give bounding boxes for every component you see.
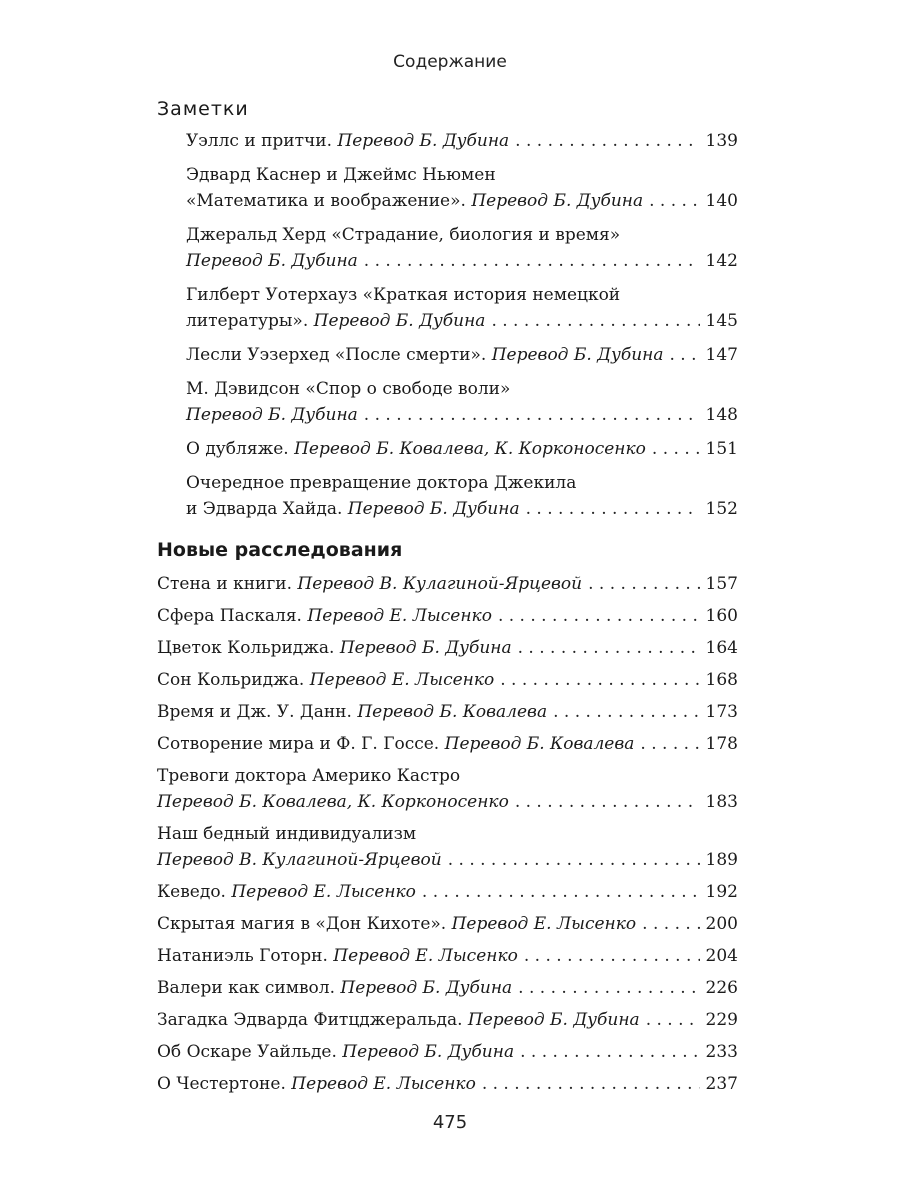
toc-entry [186, 470, 738, 522]
entry-line [186, 308, 738, 334]
entry-page-number: 142 [705, 251, 738, 271]
entry-title: Сон Кольриджа. [157, 670, 310, 690]
entry-title: О Честертоне. [157, 1074, 292, 1094]
entry-page-number: 151 [705, 439, 738, 459]
running-head: Содержание [393, 52, 507, 72]
entry-title: Время и Дж. У. Данн. [157, 702, 358, 722]
entry-line [157, 667, 738, 693]
entry-text [157, 731, 634, 757]
entry-line [157, 731, 738, 757]
entry-text [157, 635, 512, 661]
entry-line [157, 571, 738, 597]
entry-page-number: 145 [705, 311, 738, 331]
entry-text [157, 879, 416, 905]
entry-title: Об Оскаре Уайльде. [157, 1042, 343, 1062]
entry-title: Натаниэль Готорн. [157, 946, 334, 966]
entry-title: Уэллс и притчи. [186, 131, 338, 151]
entry-title: О дубляже. [186, 439, 295, 459]
toc-entry [157, 1071, 738, 1097]
entry-line [157, 699, 738, 725]
entry-translator: Перевод Б. Дубина [467, 1010, 640, 1030]
entry-line [157, 789, 738, 815]
entry-translator: Перевод Б. Дубина [471, 191, 644, 211]
toc-entry [157, 603, 738, 629]
toc-entry [157, 821, 738, 873]
entry-line [157, 879, 738, 905]
entry-line [157, 847, 738, 873]
entry-line [186, 436, 738, 462]
entry-line [186, 188, 738, 214]
entry-page-number: 173 [705, 702, 738, 722]
leader-dots [515, 789, 700, 815]
entry-translator: Перевод Б. Дубина [347, 499, 520, 519]
section-title: Заметки [157, 98, 249, 120]
entry-translator: Перевод Е. Лысенко [333, 946, 518, 966]
toc-entry [157, 699, 738, 725]
entry-translator: Перевод Б. Ковалева, К. Корконосенко [294, 439, 646, 459]
entry-translator: Перевод Б. Дубина [337, 131, 510, 151]
leader-dots [448, 847, 700, 873]
entry-translator: Перевод Б. Ковалева [444, 734, 635, 754]
entry-line [157, 1007, 738, 1033]
entry-text [157, 847, 442, 873]
entry-translator: Перевод Б. Дубина [491, 345, 664, 365]
entry-text [186, 342, 664, 368]
toc-entry [157, 943, 738, 969]
entry-title: и Эдварда Хайда. [186, 499, 348, 519]
entry-page-number: 237 [705, 1074, 738, 1094]
entry-line [186, 128, 738, 154]
toc-entry [157, 763, 738, 815]
leader-dots [364, 402, 700, 428]
entry-title: Валери как символ. [157, 978, 341, 998]
leader-dots [491, 308, 699, 334]
entry-page-number: 147 [705, 345, 738, 365]
entry-line [157, 635, 738, 661]
entry-text [186, 402, 358, 428]
toc-entry [186, 222, 738, 274]
entry-text [157, 975, 512, 1001]
entry-translator: Перевод Б. Дубина [313, 311, 486, 331]
leader-dots [652, 436, 700, 462]
leader-dots [498, 603, 700, 629]
entry-page-number: 152 [705, 499, 738, 519]
section-notes [157, 98, 738, 530]
entry-line [186, 248, 738, 274]
entry-page-number: 192 [705, 882, 738, 902]
leader-dots [482, 1071, 700, 1097]
leader-dots [364, 248, 700, 274]
toc-entry [157, 1007, 738, 1033]
entry-line [186, 402, 738, 428]
entry-text [186, 128, 509, 154]
leader-dots [649, 188, 699, 214]
entry-page-number: 233 [705, 1042, 738, 1062]
leader-dots [500, 667, 699, 693]
entry-line [157, 1071, 738, 1097]
entry-page-number: 229 [705, 1010, 738, 1030]
entry-text [157, 667, 494, 693]
leader-dots [422, 879, 700, 905]
entry-text [186, 188, 643, 214]
entry-translator: Перевод Е. Лысенко [231, 882, 416, 902]
entry-title: Кеведо. [157, 882, 232, 902]
leader-dots [553, 699, 699, 725]
entry-title: Цветок Кольриджа. [157, 638, 340, 658]
entry-line [186, 342, 738, 368]
entry-text [157, 1039, 514, 1065]
entry-translator: Перевод Е. Лысенко [309, 670, 495, 690]
entry-translator: Перевод Е. Лысенко [307, 606, 492, 626]
entry-page-number: 139 [705, 131, 738, 151]
entry-title: Сфера Паскаля. [157, 606, 308, 626]
entry-title: «Математика и воображение». [186, 191, 472, 211]
entry-page-number: 164 [705, 638, 738, 658]
entry-translator: Перевод В. Кулагиной-Ярцевой [297, 574, 583, 594]
toc-entry [157, 635, 738, 661]
entry-translator: Перевод Е. Лысенко [291, 1074, 476, 1094]
entry-line [157, 603, 738, 629]
entry-page-number: 160 [705, 606, 738, 626]
entry-text [157, 699, 547, 725]
entry-first-line: Джеральд Херд «Страдание, биология и время» [186, 225, 621, 245]
entry-title: Загадка Эдварда Фитцджеральда. [157, 1010, 468, 1030]
leader-dots [524, 943, 700, 969]
entry-line [157, 975, 738, 1001]
leader-dots [670, 342, 700, 368]
entry-title: Стена и книги. [157, 574, 298, 594]
entry-page-number: 183 [705, 792, 738, 812]
entry-first-line: Эдвард Каснер и Джеймс Ньюмен [186, 165, 496, 185]
entry-first-line: Наш бедный индивидуализм [157, 824, 417, 844]
leader-dots [518, 635, 700, 661]
entry-text [157, 911, 636, 937]
entry-text [186, 248, 358, 274]
leader-dots [642, 911, 699, 937]
toc-entry [186, 282, 738, 334]
entry-page-number: 168 [705, 670, 738, 690]
toc-entry [186, 342, 738, 368]
section-new-inquiries [157, 539, 738, 1103]
leader-dots [520, 1039, 699, 1065]
entry-translator: Перевод Б. Дубина [339, 638, 512, 658]
entry-text [157, 943, 518, 969]
leader-dots [515, 128, 699, 154]
entry-text [157, 603, 492, 629]
entry-line [157, 1039, 738, 1065]
entry-line [186, 496, 738, 522]
toc-entry [157, 975, 738, 1001]
leader-dots [526, 496, 700, 522]
entry-first-line: М. Дэвидсон «Спор о свободе воли» [186, 379, 511, 399]
entry-first-line: Тревоги доктора Америко Кастро [157, 766, 461, 786]
entry-text [186, 308, 485, 334]
entry-page-number: 226 [705, 978, 738, 998]
toc-entry [157, 911, 738, 937]
leader-dots [646, 1007, 700, 1033]
toc-entry [157, 571, 738, 597]
entry-text [186, 436, 646, 462]
entry-title: Сотворение мира и Ф. Г. Госсе. [157, 734, 445, 754]
entry-translator: Перевод Б. Ковалева [357, 702, 548, 722]
entry-title: литературы». [186, 311, 314, 331]
entry-line [157, 943, 738, 969]
entry-line [157, 911, 738, 937]
toc-entry [186, 376, 738, 428]
entry-title: Скрытая магия в «Дон Кихоте». [157, 914, 452, 934]
entry-page-number: 200 [705, 914, 738, 934]
entry-first-line: Очередное превращение доктора Джекила [186, 473, 577, 493]
toc-entry [186, 128, 738, 154]
entry-page-number: 178 [705, 734, 738, 754]
entry-title: Лесли Уэзерхед «После смерти». [186, 345, 492, 365]
entry-page-number: 140 [705, 191, 738, 211]
entry-translator: Перевод Е. Лысенко [451, 914, 637, 934]
toc-entry [157, 731, 738, 757]
toc-entry [186, 436, 738, 462]
leader-dots [518, 975, 699, 1001]
entry-first-line: Гилберт Уотерхауз «Краткая история немецкой [186, 285, 621, 305]
entry-page-number: 204 [705, 946, 738, 966]
entry-translator: Перевод В. Кулагиной-Ярцевой [157, 850, 442, 870]
leader-dots [640, 731, 699, 757]
entry-translator: Перевод Б. Дубина [342, 1042, 515, 1062]
toc-entry [157, 667, 738, 693]
entry-translator: Перевод Б. Дубина [340, 978, 513, 998]
entry-page-number: 157 [705, 574, 738, 594]
entry-page-number: 189 [705, 850, 738, 870]
section-title: Новые расследования [157, 539, 403, 561]
entry-translator: Перевод Б. Ковалева, К. Корконосенко [157, 792, 509, 812]
entry-text [157, 1071, 476, 1097]
toc-entry [157, 1039, 738, 1065]
page-number: 475 [432, 1112, 468, 1133]
entry-translator: Перевод Б. Дубина [186, 251, 358, 271]
toc-entry [186, 162, 738, 214]
entry-translator: Перевод Б. Дубина [186, 405, 358, 425]
entry-text [157, 1007, 640, 1033]
entry-text [157, 571, 582, 597]
entry-text [157, 789, 509, 815]
toc-entry [157, 879, 738, 905]
leader-dots [588, 571, 699, 597]
entry-text [186, 496, 520, 522]
entry-page-number: 148 [705, 405, 738, 425]
